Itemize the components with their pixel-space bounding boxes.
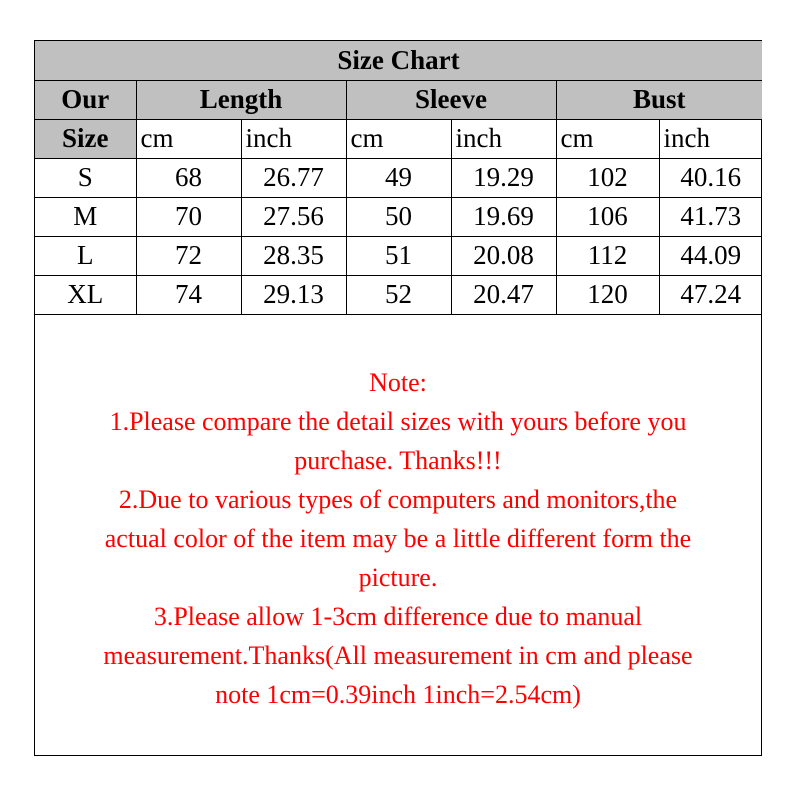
bust-cm-cell: 120	[556, 275, 659, 314]
size-cell: S	[35, 158, 136, 197]
sleeve-inch-cell: 19.69	[451, 197, 556, 236]
bust-header: Bust	[556, 80, 762, 119]
length-cm-cell: 72	[136, 236, 241, 275]
length-cm-cell: 68	[136, 158, 241, 197]
bust-inch-cell: 47.24	[659, 275, 762, 314]
note-line: actual color of the item may be a little different form the	[104, 524, 692, 553]
table-row	[35, 158, 762, 197]
size-table	[35, 41, 762, 315]
length-inch-cell: 29.13	[241, 275, 346, 314]
size-cell: M	[35, 197, 136, 236]
note-line: measurement.Thanks(All measurement in cm and please	[103, 641, 693, 670]
sleeve-inch-cell: 19.29	[451, 158, 556, 197]
note-line: 3.Please allow 1-3cm difference due to manual	[153, 602, 643, 631]
sleeve-inch-unit: inch	[451, 119, 556, 158]
our-size-header-bottom: Size	[35, 119, 136, 158]
bust-cm-unit: cm	[556, 119, 659, 158]
length-inch-cell: 26.77	[241, 158, 346, 197]
table-row	[35, 275, 762, 314]
note-line: 2.Due to various types of computers and monitors,the	[118, 485, 678, 514]
size-cell: L	[35, 236, 136, 275]
bust-inch-cell: 44.09	[659, 236, 762, 275]
length-cm-cell: 70	[136, 197, 241, 236]
table-row	[35, 236, 762, 275]
table-title: Size Chart	[35, 41, 762, 80]
title-row	[35, 41, 762, 80]
size-chart	[34, 40, 762, 756]
size-cell: XL	[35, 275, 136, 314]
table-row	[35, 197, 762, 236]
sleeve-cm-cell: 51	[346, 236, 451, 275]
bust-cm-cell: 106	[556, 197, 659, 236]
bust-inch-cell: 41.73	[659, 197, 762, 236]
sleeve-cm-cell: 50	[346, 197, 451, 236]
unit-row	[35, 119, 762, 158]
note-heading: Note:	[369, 368, 427, 397]
our-size-header-top: Our	[35, 80, 136, 119]
length-inch-cell: 27.56	[241, 197, 346, 236]
bust-cm-cell: 102	[556, 158, 659, 197]
notes-block	[35, 363, 761, 714]
length-inch-cell: 28.35	[241, 236, 346, 275]
length-cm-cell: 74	[136, 275, 241, 314]
sleeve-cm-cell: 49	[346, 158, 451, 197]
length-header: Length	[136, 80, 346, 119]
note-line: note 1cm=0.39inch 1inch=2.54cm)	[215, 680, 581, 709]
note-line: 1.Please compare the detail sizes with yours before you	[109, 407, 687, 436]
bust-inch-cell: 40.16	[659, 158, 762, 197]
length-cm-unit: cm	[136, 119, 241, 158]
length-inch-unit: inch	[241, 119, 346, 158]
sleeve-cm-unit: cm	[346, 119, 451, 158]
sleeve-inch-cell: 20.08	[451, 236, 556, 275]
bust-inch-unit: inch	[659, 119, 762, 158]
header-row	[35, 80, 762, 119]
sleeve-header: Sleeve	[346, 80, 556, 119]
sleeve-inch-cell: 20.47	[451, 275, 556, 314]
note-line: purchase. Thanks!!!	[294, 446, 502, 475]
bust-cm-cell: 112	[556, 236, 659, 275]
note-line: picture.	[358, 563, 438, 592]
sleeve-cm-cell: 52	[346, 275, 451, 314]
